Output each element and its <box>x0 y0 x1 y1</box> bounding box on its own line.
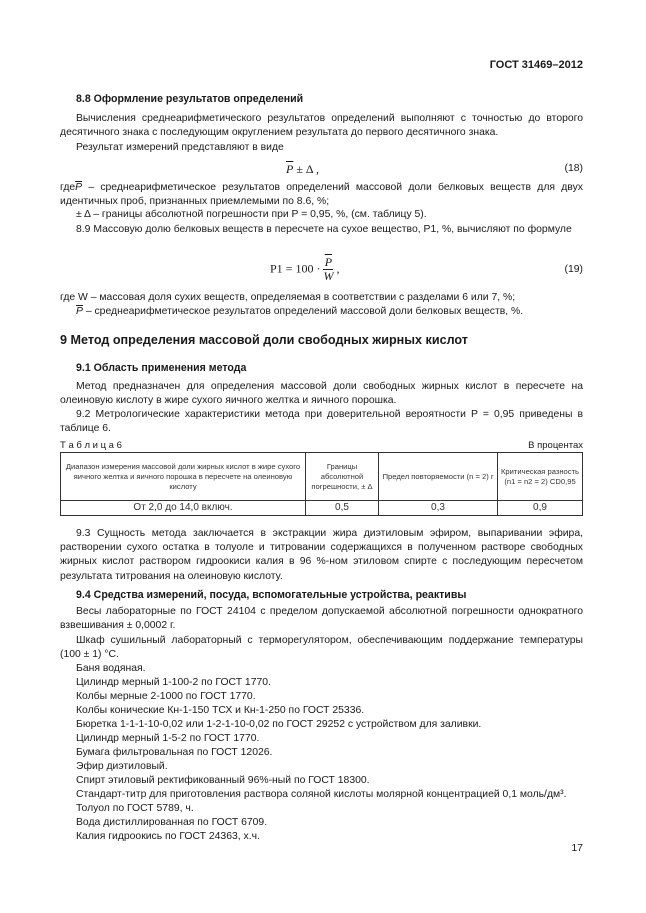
table-cell: От 2,0 до 14,0 включ. <box>61 501 306 516</box>
section-8-8-title: 8.8 Оформление результатов определений <box>76 93 304 105</box>
table-cell: 0,5 <box>306 501 379 516</box>
table-cell: 0,3 <box>379 501 498 516</box>
section-9-4-title: 9.4 Средства измерений, посуда, вспомогательные устройства, реактивы <box>76 589 467 601</box>
section-9-1-text: Метод предназначен для определения массовой доли свободных жирных кислот в пересчете на олеиновую кислоту в жире сухого яичного желтка и яичного порошка. <box>60 381 583 407</box>
equipment-item: Цилиндр мерный 1-100-2 по ГОСТ 1770. <box>76 677 271 688</box>
formula-18-p-bar: $\overline{P}$ <box>286 162 294 176</box>
where-p-symbol: $\overline{P}$ <box>75 182 83 193</box>
equipment-item: Бюретка 1-1-1-10-0,02 или 1-2-1-10-0,02 по ГОСТ 29252 с устройством для заливки. <box>76 719 482 730</box>
formula-18-rest: ± Δ , <box>293 162 319 176</box>
section-8-9-text: 8.9 Массовую долю белковых веществ в пересчете на сухое вещество, P1, %, вычисляют по формуле <box>76 224 572 235</box>
equipment-item: Цилиндр мерный 1-5-2 по ГОСТ 1770. <box>76 733 260 744</box>
table-6-caption: Т а б л и ц а 6 <box>60 440 122 451</box>
table-6 <box>60 452 583 516</box>
formula-19 <box>60 252 583 284</box>
table-header-cell: Диапазон измерения массовой доли жирных кислот в жире сухого яичного желтка и яичного порошка в пересчете на олеиновую кислоту <box>61 453 306 501</box>
table-header-cell: Границы абсолютной погрешности, ± Δ <box>306 453 379 501</box>
equipment-item: Весы лабораторные по ГОСТ 24104 с пределом допускаемой абсолютной погрешности однократного взвешивания ± 0,0002 г. <box>60 606 583 632</box>
where-p-text: – среднеарифметическое результатов определений массовой доли белковых веществ для двух идентичных проб, признанных приемлемыми по 8.6, %; <box>60 182 583 208</box>
formula-19-lhs: P1 = 100 · <box>270 261 321 276</box>
table-row <box>61 501 583 516</box>
section-9-3-text: 9.3 Сущность метода заключается в экстракции жира диэтиловым эфиром, выпаривании эфира, растворении сухого остатка в толуоле и титровании содержащихся в полученном растворе свободных жирных кислот раствором гидроокиси калия в 96 %-ном этиловом спирте с последующим пересчетом результата титрования на олеиновую кислоту. <box>60 528 583 582</box>
equipment-item: Толуол по ГОСТ 5789, ч. <box>76 803 194 814</box>
formula-19-tail: , <box>333 261 340 276</box>
section-8-8-paragraph-2: Результат измерений представляют в виде <box>76 142 284 153</box>
formula-19-denominator: W <box>323 269 334 283</box>
equipment-item: Вода дистиллированная по ГОСТ 6709. <box>76 817 268 828</box>
equipment-item: Колбы конические Кн-1-150 ТСХ и Кн-1-250 по ГОСТ 25336. <box>76 705 365 716</box>
formula-18-number: (18) <box>564 163 583 174</box>
formula-18 <box>60 160 583 182</box>
standard-header: ГОСТ 31469–2012 <box>489 59 583 71</box>
formula-19-numerator: $\overline{P}$ <box>324 255 333 269</box>
page-number: 17 <box>571 842 583 854</box>
where-delta-definition: ± Δ – границы абсолютной погрешности при P = 0,95, %, (см. таблицу 5). <box>76 209 427 220</box>
section-9-1-title: 9.1 Область применения метода <box>76 362 247 374</box>
where-p-mean-definition <box>60 305 599 319</box>
table-header-cell: Предел повторяемости (n = 2) r <box>379 453 498 501</box>
equipment-item: Калия гидроокись по ГОСТ 24363, х.ч. <box>76 831 260 842</box>
equipment-item: Шкаф сушильный лабораторный с терморегулятором, обеспечивающим поддержание температуры (100 ± 1) °С. <box>60 635 583 661</box>
equipment-item: Спирт этиловый ректификованный 96%-ный по ГОСТ 18300. <box>76 775 370 786</box>
section-9-title: 9 Метод определения массовой доли свободных жирных кислот <box>60 333 468 347</box>
equipment-item: Бумага фильтровальная по ГОСТ 12026. <box>76 747 273 758</box>
section-9-2-text: 9.2 Метрологические характеристики метода при доверительной вероятности P = 0,95 приведены в таблице 6. <box>60 409 583 435</box>
formula-19-number: (19) <box>564 264 583 275</box>
equipment-item: Баня водяная. <box>76 663 146 674</box>
where-label: где <box>60 182 76 193</box>
table-header-cell: Критическая разность (n1 = n2 = 2) CD0,95 <box>498 453 583 501</box>
equipment-item: Стандарт-титр для приготовления раствора соляной кислоты молярной концентрацией 0,1 моль/дм³. <box>76 789 567 800</box>
where-p-mean-symbol: $\overline{P}$ <box>76 306 83 317</box>
equipment-item: Эфир диэтиловый. <box>76 761 168 772</box>
where-p-definition <box>60 181 583 209</box>
table-6-units: В процентах <box>528 440 583 451</box>
where-p-mean-text: – среднеарифметическое результатов определений массовой доли белковых веществ, %. <box>82 306 524 317</box>
document-page <box>60 0 583 913</box>
where-w-definition: где W – массовая доля сухих веществ, определяемая в соответствии с разделами 6 или 7, %; <box>60 292 516 303</box>
section-8-8-paragraph-1: Вычисления среднеарифметического результатов определений выполняют с точностью до второго десятичного знака с последующим округлением результата до первого десятичного знака. <box>60 113 583 139</box>
formula-19-fraction <box>323 256 333 283</box>
table-header-row <box>61 453 583 501</box>
equipment-item: Колбы мерные 2-1000 по ГОСТ 1770. <box>76 691 256 702</box>
table-cell: 0,9 <box>498 501 583 516</box>
